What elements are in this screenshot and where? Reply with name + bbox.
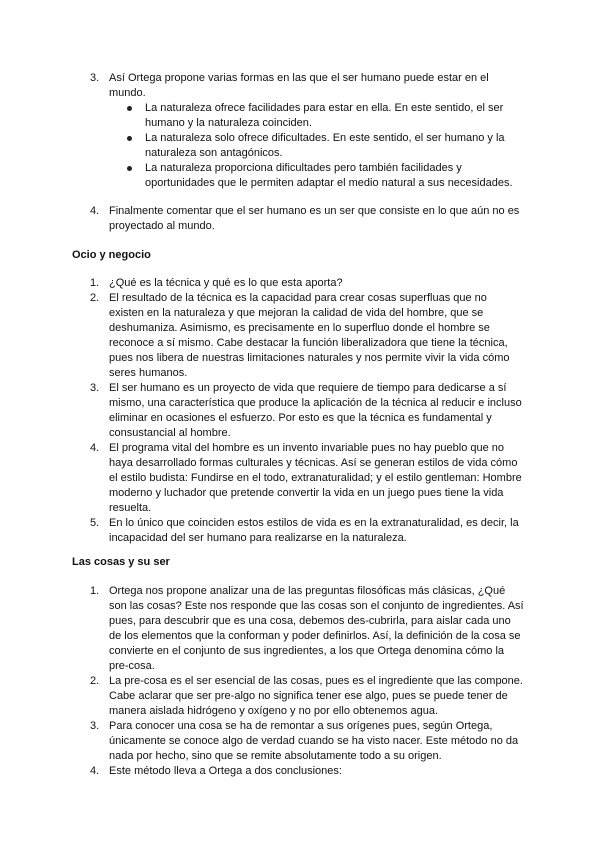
text-line: mismo, una característica que produce la aplicación de la técnica al reducir e incluso — [109, 397, 522, 409]
text-line: El resultado de la técnica es la capacidad para crear cosas superfluas que no — [109, 292, 487, 304]
list-item — [0, 276, 600, 291]
text-line: Ortega nos propone analizar una de las preguntas filosóficas más clásicas, ¿Qué — [109, 585, 506, 597]
bullet-icon — [127, 166, 132, 171]
text-line: pre-cosa. — [109, 660, 155, 672]
list-number: 3. — [90, 382, 100, 394]
list-continuation — [0, 71, 600, 191]
text-line: La pre-cosa es el ser esencial de las cosas, pues es el ingrediente que las compone. — [109, 675, 523, 687]
text-line: deshumaniza. Asimismo, es precisamente en lo superfluo donde el hombre se — [109, 322, 490, 334]
text-line: existen en la naturaleza y que mejoran la calidad de vida del hombre, que se — [109, 307, 484, 319]
text-line: El ser humano es un proyecto de vida que requiere de tiempo para dedicarse a sí — [109, 382, 507, 394]
text-line: ¿Qué es la técnica y qué es lo que esta aporta? — [109, 277, 343, 289]
list-number: 3. — [90, 720, 100, 732]
list-item-3 — [0, 71, 600, 101]
text-line: haya desarrollado formas culturales y técnicas. Así se generan estilos de vida cómo — [109, 457, 518, 469]
text-line: moderno y luchador que pretende convertir la vida en un juego pues tiene la vida — [109, 487, 504, 499]
text-line: humano y la naturaleza coinciden. — [145, 117, 312, 129]
text-line: En lo único que coinciden estos estilos de vida es en la extranaturalidad, es decir, la — [109, 517, 519, 529]
bullet-icon — [127, 136, 132, 141]
text-line: La naturaleza ofrece facilidades para estar en ella. En este sentido, el ser — [145, 102, 504, 114]
text-line: eliminar en ocasiones el esfuerzo. Por esto es que la técnica es fundamental y — [109, 412, 492, 424]
text-line: el estilo budista: Fundirse en el todo, extranaturalidad; y el estilo gentleman: Hombre — [109, 472, 522, 484]
section-heading: Ocio y negocio — [72, 249, 151, 261]
list-number: 4. — [90, 205, 100, 217]
list-number: 4. — [90, 765, 100, 777]
text-line: naturaleza son antagónicos. — [145, 147, 283, 159]
text-line: resuelta. — [109, 502, 152, 514]
text-line: Cabe aclarar que ser pre-algo no significa tener ese algo, pues se puede tener de — [109, 690, 508, 702]
list-number: 4. — [90, 442, 100, 454]
list-item — [0, 291, 600, 381]
list-item — [0, 584, 600, 674]
text-line: La naturaleza proporciona dificultades pero también facilidades y — [145, 162, 462, 174]
text-line: Finalmente comentar que el ser humano es un ser que consiste en lo que aún no es — [109, 205, 520, 217]
text-line: Así Ortega propone varias formas en las que el ser humano puede estar en el — [109, 72, 489, 84]
list-number: 5. — [90, 517, 100, 529]
bullet-item — [0, 161, 600, 191]
list-item — [0, 381, 600, 441]
list-item — [0, 441, 600, 516]
text-line: Para conocer una cosa se ha de remontar a sus orígenes pues, según Ortega, — [109, 720, 493, 732]
list-number: 2. — [90, 675, 100, 687]
text-line: de los elementos que la conforman y poder definirlos. Así, la definición de la cosa se — [109, 630, 521, 642]
text-line: reconoce a sí mismo. Cabe destacar la función liberalizadora que tiene la técnica, — [109, 337, 508, 349]
list-item-4 — [0, 204, 600, 234]
list-continuation — [0, 204, 600, 234]
list-item — [0, 516, 600, 546]
text-line: incapacidad del ser humano para realizarse en la naturaleza. — [109, 532, 407, 544]
list-number: 1. — [90, 585, 100, 597]
list-item — [0, 764, 600, 779]
list-number: 2. — [90, 292, 100, 304]
text-line: consustancial al hombre. — [109, 427, 231, 439]
numbered-list — [0, 584, 600, 779]
section-heading: Las cosas y su ser — [72, 556, 170, 568]
list-item — [0, 674, 600, 719]
text-line: La naturaleza solo ofrece dificultades. En este sentido, el ser humano y la — [145, 132, 505, 144]
text-line: Este método lleva a Ortega a dos conclusiones: — [109, 765, 342, 777]
list-number: 1. — [90, 277, 100, 289]
list-number: 3. — [90, 72, 100, 84]
text-line: pues nos libera de nuestras limitaciones naturales y nos permite vivir la vida cómo — [109, 352, 510, 364]
text-line: pues, para descubrir que es una cosa, debemos des-cubrirla, para aislar cada uno — [109, 615, 511, 627]
text-line: nada por hecho, sino que se remite absolutamente todo a su origen. — [109, 750, 442, 762]
text-line: seres humanos. — [109, 367, 188, 379]
bullet-item — [0, 101, 600, 131]
text-line: mundo. — [109, 87, 146, 99]
text-line: El programa vital del hombre es un invento invariable pues no hay pueblo que no — [109, 442, 505, 454]
text-line: proyectado al mundo. — [109, 220, 215, 232]
text-line: oportunidades que le permiten adaptar el medio natural a sus necesidades. — [145, 177, 513, 189]
numbered-list — [0, 276, 600, 546]
text-line: convierte en el conjunto de sus ingredientes, a los que Ortega denomina cómo la — [109, 645, 505, 657]
list-item — [0, 719, 600, 764]
text-line: manera aislada hidrógeno y oxígeno y no por ello obtenemos agua. — [109, 705, 439, 717]
bullet-item — [0, 131, 600, 161]
text-line: son las cosas? Este nos responde que las cosas son el conjunto de ingredientes. Así — [109, 600, 524, 612]
bullet-icon — [127, 106, 132, 111]
text-line: únicamente se conoce algo de verdad cuando se ha visto nacer. Este método no da — [109, 735, 519, 747]
